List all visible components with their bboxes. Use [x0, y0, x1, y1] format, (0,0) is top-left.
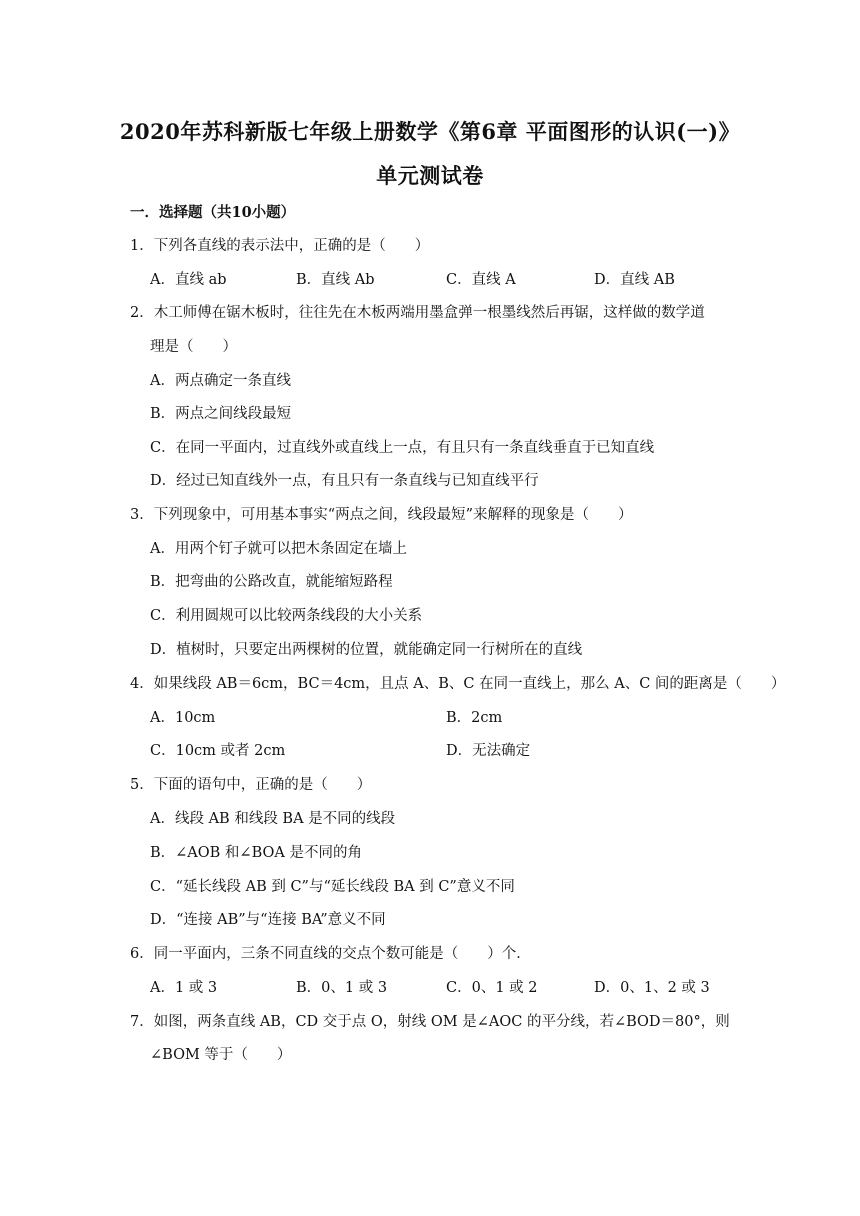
question-2-stem-line1: 2．木工师傅在锯木板时，往往先在木板两端用墨盒弹一根墨线然后再锯，这样做的数学道 — [130, 305, 705, 321]
question-1-option-d: D．直线 AB — [594, 272, 675, 288]
question-3-option-a: A．用两个钉子就可以把木条固定在墙上 — [150, 541, 407, 557]
question-4-option-d: D．无法确定 — [446, 743, 531, 759]
question-2-option-c: C．在同一平面内，过直线外或直线上一点，有且只有一条直线垂直于已知直线 — [150, 440, 655, 456]
question-1-option-a: A．直线 ab — [150, 272, 227, 288]
question-2-stem-line2: 理是（ ） — [150, 339, 237, 355]
question-4-option-a: A．10cm — [150, 710, 216, 726]
question-3-stem: 3．下列现象中，可用基本事实“两点之间，线段最短”来解释的现象是（ ） — [130, 507, 633, 523]
question-3-option-d: D．植树时，只要定出两棵树的位置，就能确定同一行树所在的直线 — [150, 642, 583, 658]
question-5-option-b: B．∠AOB 和∠BOA 是不同的角 — [150, 845, 362, 861]
question-7-stem-line1: 7．如图，两条直线 AB，CD 交于点 O，射线 OM 是∠AOC 的平分线，若∠BOD＝80°，则 — [130, 1014, 730, 1030]
question-4-option-c: C．10cm 或者 2cm — [150, 743, 286, 759]
question-4-option-b: B．2cm — [446, 710, 503, 726]
question-5-option-d: D．“连接 AB”与“连接 BA”意义不同 — [150, 912, 386, 928]
question-7-stem-line2: ∠BOM 等于（ ） — [150, 1047, 292, 1063]
question-2-option-a: A．两点确定一条直线 — [150, 373, 291, 389]
section-heading: 一．选择题（共10小题） — [130, 204, 296, 221]
question-6-option-a: A．1 或 3 — [150, 980, 218, 996]
question-5-stem: 5．下面的语句中，正确的是（ ） — [130, 777, 372, 793]
question-5-option-a: A．线段 AB 和线段 BA 是不同的线段 — [150, 811, 396, 827]
question-5-option-c: C．“延长线段 AB 到 C”与“延长线段 BA 到 C”意义不同 — [150, 879, 515, 895]
question-1-option-b: B．直线 Ab — [296, 272, 375, 288]
page-subtitle: 单元测试卷 — [376, 163, 484, 188]
question-3-option-b: B．把弯曲的公路改直，就能缩短路程 — [150, 574, 393, 590]
page-title: 2020年苏科新版七年级上册数学《第6章 平面图形的认识(一)》 — [119, 119, 741, 144]
question-1-stem: 1．下列各直线的表示法中，正确的是（ ） — [130, 238, 430, 254]
question-6-option-d: D．0、1、2 或 3 — [594, 980, 710, 996]
question-3-option-c: C．利用圆规可以比较两条线段的大小关系 — [150, 608, 423, 624]
question-2-option-d: D．经过已知直线外一点，有且只有一条直线与已知直线平行 — [150, 473, 539, 489]
question-6-option-b: B．0、1 或 3 — [296, 980, 388, 996]
question-1-option-c: C．直线 A — [446, 272, 516, 288]
question-6-option-c: C．0、1 或 2 — [446, 980, 538, 996]
question-6-stem: 6．同一平面内，三条不同直线的交点个数可能是（ ）个． — [130, 946, 531, 962]
question-2-option-b: B．两点之间线段最短 — [150, 406, 292, 422]
question-4-stem: 4．如果线段 AB＝6cm，BC＝4cm，且点 A、B、C 在同一直线上，那么 A、C 间的距离是（ ） — [130, 676, 786, 692]
